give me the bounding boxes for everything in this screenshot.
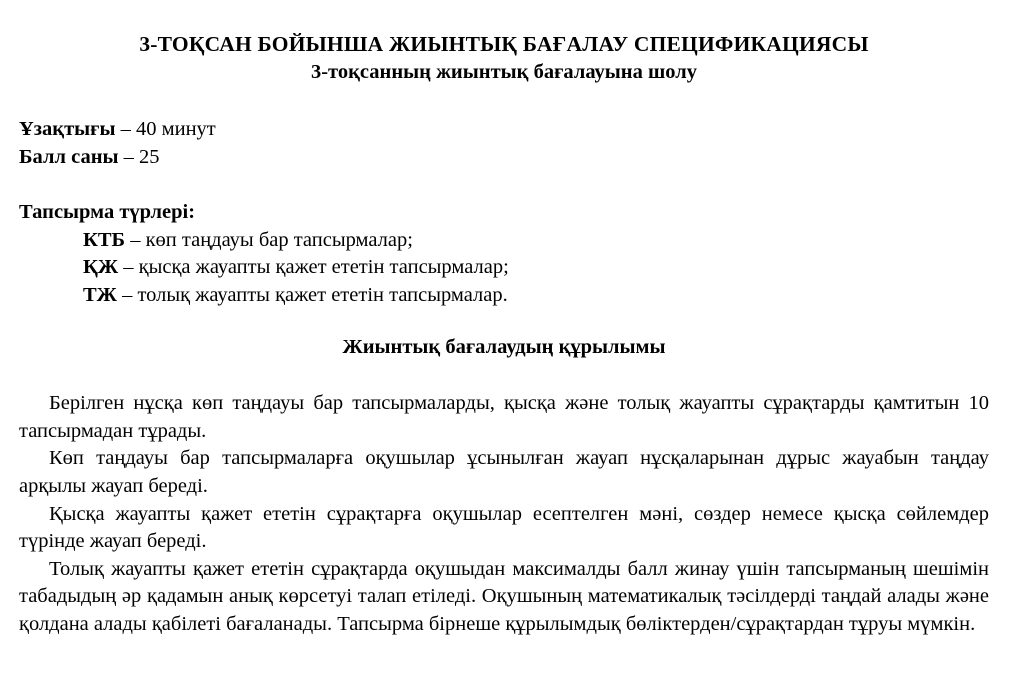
task-type-desc: – толық жауапты қажет ететін тапсырмалар.	[116, 283, 508, 306]
task-type-desc: – көп таңдауы бар тапсырмалар;	[125, 228, 413, 251]
paragraph-1: Берілген нұсқа көп таңдауы бар тапсырмаларды, қысқа және толық жауапты сұрақтарды қамтитын 10 тапсырмадан тұрады.	[19, 392, 989, 442]
task-types-block	[19, 199, 989, 309]
task-type-abbr: КТБ	[83, 228, 126, 251]
task-type-abbr: ТЖ	[83, 283, 117, 306]
task-type-item-tzh	[83, 282, 989, 310]
structure-section-body	[19, 390, 989, 638]
score-line	[19, 144, 989, 172]
duration-line	[19, 116, 989, 144]
task-type-abbr: ҚЖ	[83, 256, 119, 279]
duration-label: Ұзақтығы	[19, 118, 116, 140]
duration-value: – 40 минут	[115, 118, 216, 140]
task-types-heading: Тапсырма түрлері:	[19, 201, 196, 224]
score-label: Балл саны	[19, 145, 119, 168]
task-type-desc: – қысқа жауапты қажет ететін тапсырмалар;	[118, 256, 509, 279]
document-title: 3-ТОҚСАН БОЙЫНША ЖИЫНТЫҚ БАҒАЛАУ СПЕЦИФИКАЦИЯСЫ	[139, 32, 869, 56]
score-value: – 25	[118, 145, 160, 168]
structure-section-heading: Жиынтық бағалаудың құрылымы	[342, 335, 666, 358]
paragraph-3: Қысқа жауапты қажет ететін сұрақтарға оқушылар есептелген мәні, сөздер немесе қысқа сөйлемдер түрінде жауап береді.	[19, 502, 989, 553]
paragraph-4: Толық жауапты қажет ететін сұрақтарда оқушыдан максималды балл жинау үшін тапсырманың шешімін табадыдың әр қадамын анық көрсетуі талап етіледі. Оқушының математикалық тәсілдерді таңдай алады және қолдана алады қабілеті бағаланады. Тапсырма бірнеше құрылымдық бөліктерден/сұрақтардан тұруы мүмкін.	[19, 557, 989, 635]
task-type-item-kzh	[83, 254, 989, 282]
document-subtitle: 3-тоқсанның жиынтық бағалауына шолу	[310, 61, 698, 83]
paragraph-2: Көп таңдауы бар тапсырмаларға оқушылар ұсынылған жауап нұсқаларынан дұрыс жауабын таңдау арқылы жауап береді.	[19, 447, 989, 497]
info-block	[19, 116, 989, 171]
task-type-item-ktb	[83, 227, 989, 255]
